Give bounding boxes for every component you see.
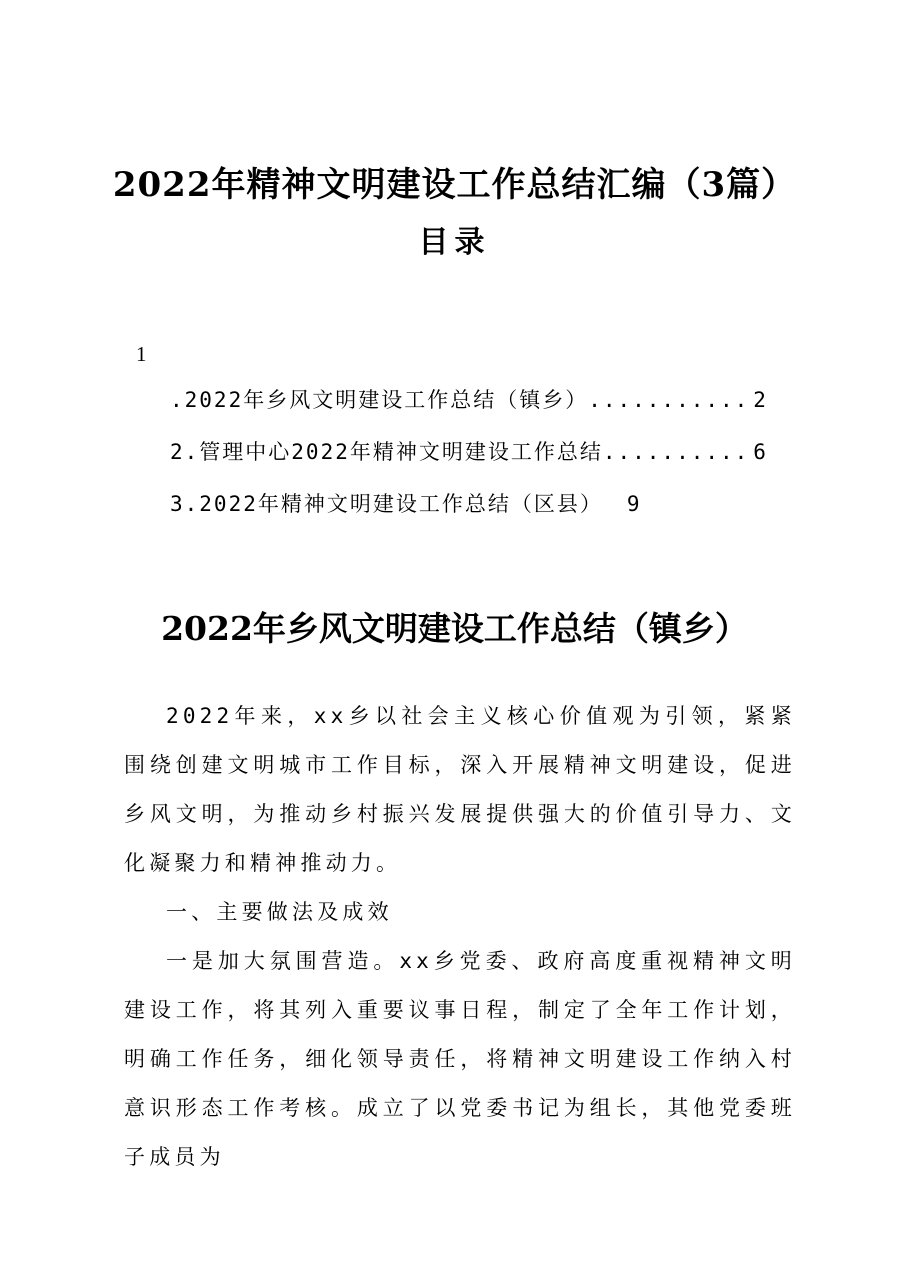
toc-heading: 目录 [418, 225, 491, 260]
subsection-heading: 一、主要做法及成效 [166, 900, 393, 924]
toc-number: 1 [136, 342, 147, 366]
document-title: 2022年精神文明建设工作总结汇编（3篇） [112, 165, 797, 205]
table-of-contents [170, 384, 768, 540]
toc-item[interactable] [170, 488, 768, 520]
body-text [124, 692, 796, 1182]
toc-item-text: 2.管理中心2022年精神文明建设工作总结.......... [170, 440, 750, 464]
toc-item[interactable] [170, 384, 768, 416]
toc-item-page: 2 [753, 388, 768, 412]
toc-item-page: 6 [753, 440, 768, 464]
toc-item[interactable] [170, 436, 768, 468]
toc-item-page: 9 [626, 492, 642, 516]
paragraph: 一是加大氛围营造。xx乡党委、政府高度重视精神文明建设工作，将其列入重要议事日程，制定了全年工作计划，明确工作任务，细化领导责任，将精神文明建设工作纳入村意识形态工作考核。成立了以党委书记为组长，其他党委班子成员为 [124, 949, 796, 1169]
section-title: 2022年乡风文明建设工作总结（镇乡） [161, 609, 748, 648]
toc-item-text: 3.2022年精神文明建设工作总结（区县） [170, 492, 603, 516]
toc-item-text: .2022年乡风文明建设工作总结（镇乡）........... [170, 388, 750, 412]
paragraph: 2022年来，xx乡以社会主义核心价值观为引领，紧紧围绕创建文明城市工作目标，深入开展精神文明建设，促进乡风文明，为推动乡村振兴发展提供强大的价值引导力、文化凝聚力和精神推动力。 [124, 704, 796, 875]
